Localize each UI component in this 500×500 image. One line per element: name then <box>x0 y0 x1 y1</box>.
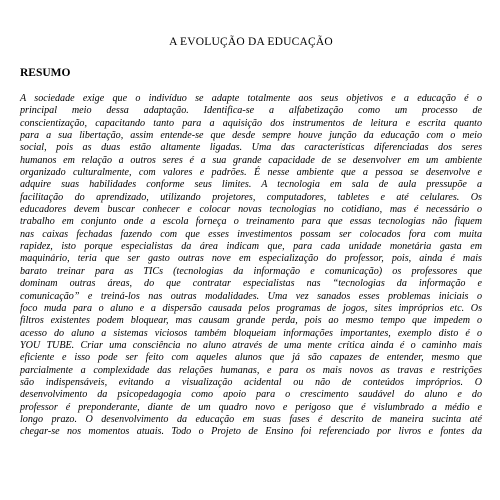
abstract-line: eficiente e isso pode ser feito com aqueles alunos que já são capazes de entender, mesmo que <box>20 352 482 364</box>
abstract-line: filtros existentes podem bloquear, mas causam grande perda, pois ao mesmo tempo que impedem o <box>20 315 482 327</box>
abstract-paragraph <box>20 93 482 439</box>
abstract-line: parcialmente a complexidade das relações humanas, e para os mais novos as travas e restrições <box>20 364 482 376</box>
abstract-line: nas caixas fechadas fazendo com que esses investimentos possam ser colocados fora com muita <box>20 228 482 240</box>
abstract-line: A sociedade exige que o indivíduo se adapte totalmente aos seus objetivos e a educação é o <box>20 93 482 104</box>
abstract-line: conscientização, capacitando tanto para a aquisição dos instrumentos de leitura e escrita quanto <box>20 117 482 129</box>
abstract-line: facilitação do aprendizado, utilizando projetores, computadores, tabletes e até celulares. Os <box>20 191 482 203</box>
abstract-line: rapidez, isto porque especialistas da área indicam que, para cada unidade monetária gasta em <box>20 241 482 253</box>
document-page <box>20 36 482 439</box>
abstract-line: dominam outras áreas, do que contratar especialistas nas “tecnologias da informação e <box>20 278 482 290</box>
abstract-line: desenvolvimento da psicopedagogia como apoio para o crescimento saudável do aluno e do <box>20 389 482 401</box>
abstract-line: são indispensáveis, evitando a visualização acidental ou não de conteúdos impróprios. O <box>20 376 482 388</box>
abstract-line: professor é preponderante, diante de um quadro novo e perigoso que é vislumbrado a médio e <box>20 401 482 413</box>
abstract-line: foco muda para o aluno e a dispersão causada pelos programas de jogos, sites impróprios etc. Os <box>20 302 482 314</box>
abstract-line: organizado culturalmente, com valores e padrões. É nesse ambiente que a pessoa se desenvolve e <box>20 167 482 179</box>
abstract-line: adquire suas habilidades conforme seus limites. A tecnologia em sala de aula pressupõe a <box>20 179 482 191</box>
abstract-line: barato treinar para as TICs (tecnologias da informação e comunicação) os professores que <box>20 265 482 277</box>
document-title: A EVOLUÇÃO DA EDUCAÇÃO <box>169 36 333 48</box>
abstract-line: trabalho em conjunto onde a escola forneça o treinamento para que essas tecnologias não fiquem <box>20 216 482 228</box>
abstract-line: acesso do aluno a sistemas viciosos também bloqueiam informações importantes, exemplo disto é o <box>20 327 482 339</box>
abstract-line: educadores devem buscar conhecer e colocar novas tecnologias no cotidiano, mas é necessário o <box>20 204 482 216</box>
abstract-line: longo prazo. O desenvolvimento da educação em suas fases é descrito de maneira sucinta até <box>20 413 482 425</box>
abstract-line: YOU TUBE. Criar uma consciência no aluno através de uma mente crítica ainda é o caminho mais <box>20 339 482 351</box>
abstract-line: social, pois as duas estão altamente ligadas. Uma das características diferenciadas dos seres <box>20 142 482 154</box>
abstract-line: maquinário, teria que ser gasto outras nove em especialização do professor, pois, ainda é mais <box>20 253 482 265</box>
abstract-line: humanos em relação a outros seres é a sua grande capacidade de se desenvolver em um ambiente <box>20 154 482 166</box>
abstract-line: para a sua libertação, assim entende-se que desde sempre houve junção da educação com o meio <box>20 130 482 142</box>
abstract-line: chegar-se nos momentos atuais. Todo o Projeto de Ensino foi referenciado por livros e fontes da <box>20 426 482 438</box>
abstract-line: principal meio dessa adaptação. Identifica-se a alfabetização como um processo de <box>20 105 482 117</box>
abstract-line: comunicação” e treiná-los nas outras modalidades. Uma vez sanados esses problemas iniciais o <box>20 290 482 302</box>
section-heading-resumo: RESUMO <box>20 67 71 79</box>
